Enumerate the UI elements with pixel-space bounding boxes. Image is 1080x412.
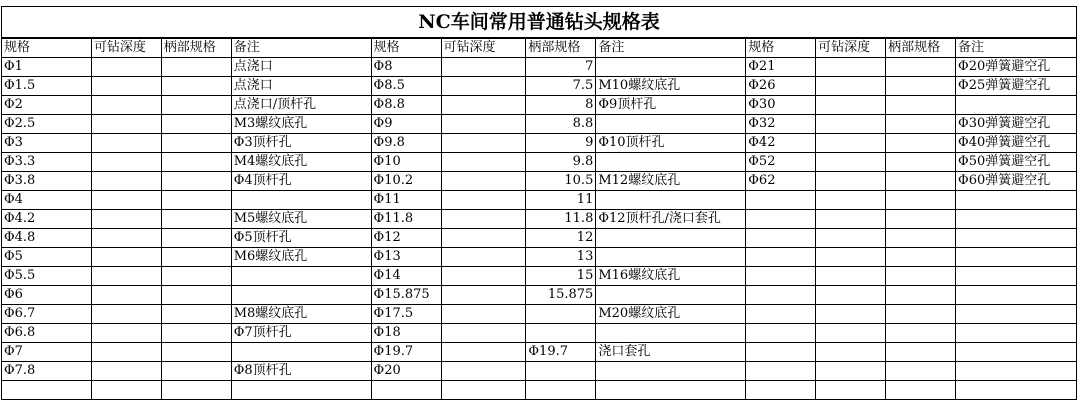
- table-cell: [161, 267, 231, 286]
- table-cell: [956, 286, 1077, 305]
- table-cell: [596, 229, 746, 248]
- table-cell: [746, 248, 816, 267]
- table-cell: [161, 324, 231, 343]
- table-row: [2, 229, 1077, 248]
- table-cell: [161, 210, 231, 229]
- table-cell: [816, 343, 886, 362]
- table-cell: Φ9: [371, 115, 441, 134]
- table-cell: [441, 134, 526, 153]
- table-cell: [956, 362, 1077, 381]
- table-cell: [161, 381, 231, 400]
- column-header: 柄部规格: [526, 39, 596, 58]
- table-cell: 点浇口: [231, 58, 371, 77]
- table-cell: Φ19.7: [371, 343, 441, 362]
- table-cell: [596, 248, 746, 267]
- table-cell: [596, 362, 746, 381]
- table-cell: Φ62: [746, 172, 816, 191]
- table-cell: [161, 115, 231, 134]
- table-cell: Φ8顶杆孔: [231, 362, 371, 381]
- table-cell: [596, 286, 746, 305]
- table-cell: Φ8.5: [371, 77, 441, 96]
- table-cell: [816, 210, 886, 229]
- table-cell: Φ5: [2, 248, 92, 267]
- table-cell: [441, 305, 526, 324]
- table-cell: Φ10: [371, 153, 441, 172]
- table-row: [2, 191, 1077, 210]
- table-cell: [441, 286, 526, 305]
- table-cell: [746, 229, 816, 248]
- table-cell: [161, 248, 231, 267]
- table-cell: [161, 305, 231, 324]
- column-header: 规格: [371, 39, 441, 58]
- table-cell: M3螺纹底孔: [231, 115, 371, 134]
- table-cell: [886, 229, 956, 248]
- table-cell: Φ2.5: [2, 115, 92, 134]
- table-cell: [886, 153, 956, 172]
- table-cell: Φ4顶杆孔: [231, 172, 371, 191]
- table-cell: [816, 381, 886, 400]
- column-header: 可钻深度: [91, 39, 161, 58]
- table-row: [2, 286, 1077, 305]
- table-cell: Φ26: [746, 77, 816, 96]
- table-cell: 13: [526, 248, 596, 267]
- table-cell: [161, 362, 231, 381]
- table-cell: [816, 362, 886, 381]
- table-cell: [441, 248, 526, 267]
- table-cell: Φ4: [2, 191, 92, 210]
- table-cell: [886, 267, 956, 286]
- table-cell: [596, 191, 746, 210]
- table-cell: 9: [526, 134, 596, 153]
- table-cell: M10螺纹底孔: [596, 77, 746, 96]
- table-cell: [816, 172, 886, 191]
- table-cell: M20螺纹底孔: [596, 305, 746, 324]
- column-header: 可钻深度: [816, 39, 886, 58]
- table-cell: Φ15.875: [371, 286, 441, 305]
- table-cell: [886, 248, 956, 267]
- table-cell: Φ14: [371, 267, 441, 286]
- table-cell: [746, 324, 816, 343]
- table-cell: [2, 381, 92, 400]
- table-cell: [816, 305, 886, 324]
- table-cell: [441, 229, 526, 248]
- table-cell: [886, 362, 956, 381]
- table-cell: Φ8.8: [371, 96, 441, 115]
- table-cell: [816, 286, 886, 305]
- table-cell: [231, 343, 371, 362]
- table-row: [2, 172, 1077, 191]
- table-cell: Φ25弹簧避空孔: [956, 77, 1077, 96]
- table-cell: M5螺纹底孔: [231, 210, 371, 229]
- table-cell: [441, 362, 526, 381]
- column-header: 规格: [2, 39, 92, 58]
- table-cell: Φ12: [371, 229, 441, 248]
- table-cell: [91, 305, 161, 324]
- table-cell: [886, 324, 956, 343]
- table-cell: [746, 343, 816, 362]
- table-cell: [91, 115, 161, 134]
- table-cell: [816, 115, 886, 134]
- table-cell: [161, 229, 231, 248]
- table-row: [2, 134, 1077, 153]
- table-cell: [746, 191, 816, 210]
- table-cell: Φ5.5: [2, 267, 92, 286]
- table-cell: Φ3.3: [2, 153, 92, 172]
- table-cell: [746, 267, 816, 286]
- table-cell: Φ17.5: [371, 305, 441, 324]
- table-cell: Φ7.8: [2, 362, 92, 381]
- table-cell: [886, 115, 956, 134]
- table-row: [2, 153, 1077, 172]
- table-cell: Φ7: [2, 343, 92, 362]
- table-cell: [746, 210, 816, 229]
- table-cell: [91, 58, 161, 77]
- table-cell: [956, 191, 1077, 210]
- table-cell: 11.8: [526, 210, 596, 229]
- table-cell: [526, 362, 596, 381]
- table-cell: [161, 134, 231, 153]
- table-cell: Φ9顶杆孔: [596, 96, 746, 115]
- table-cell: Φ6.7: [2, 305, 92, 324]
- column-header: 备注: [956, 39, 1077, 58]
- table-cell: Φ12顶杆孔/浇口套孔: [596, 210, 746, 229]
- table-cell: [886, 191, 956, 210]
- table-cell: Φ3顶杆孔: [231, 134, 371, 153]
- table-cell: [886, 77, 956, 96]
- table-cell: [231, 267, 371, 286]
- table-cell: [91, 210, 161, 229]
- table-cell: Φ3.8: [2, 172, 92, 191]
- table-cell: Φ4.8: [2, 229, 92, 248]
- table-cell: [441, 77, 526, 96]
- table-cell: [816, 324, 886, 343]
- table-cell: Φ11.8: [371, 210, 441, 229]
- table-cell: 点浇口: [231, 77, 371, 96]
- table-cell: Φ5顶杆孔: [231, 229, 371, 248]
- table-cell: [886, 172, 956, 191]
- table-cell: [956, 229, 1077, 248]
- table-cell: [886, 286, 956, 305]
- table-cell: [886, 305, 956, 324]
- table-cell: [746, 305, 816, 324]
- table-cell: [886, 210, 956, 229]
- column-header: 柄部规格: [886, 39, 956, 58]
- table-row: [2, 362, 1077, 381]
- table-cell: M4螺纹底孔: [231, 153, 371, 172]
- table-cell: [746, 286, 816, 305]
- drill-spec-table: [1, 38, 1077, 400]
- table-cell: [816, 77, 886, 96]
- table-cell: [161, 153, 231, 172]
- table-row: [2, 343, 1077, 362]
- table-cell: [886, 96, 956, 115]
- header-row: [2, 39, 1077, 58]
- table-cell: Φ4.2: [2, 210, 92, 229]
- table-cell: [526, 305, 596, 324]
- table-cell: [886, 134, 956, 153]
- table-cell: [956, 305, 1077, 324]
- table-cell: M8螺纹底孔: [231, 305, 371, 324]
- sheet-title: NC车间常用普通钻头规格表: [1, 6, 1077, 38]
- table-cell: [441, 96, 526, 115]
- table-cell: [91, 286, 161, 305]
- table-cell: Φ19.7: [526, 343, 596, 362]
- table-cell: [526, 324, 596, 343]
- table-cell: Φ6.8: [2, 324, 92, 343]
- table-cell: M16螺纹底孔: [596, 267, 746, 286]
- column-header: 备注: [596, 39, 746, 58]
- table-cell: Φ30弹簧避空孔: [956, 115, 1077, 134]
- table-cell: [596, 153, 746, 172]
- table-cell: [161, 343, 231, 362]
- table-cell: 9.8: [526, 153, 596, 172]
- table-cell: [526, 381, 596, 400]
- table-cell: 8: [526, 96, 596, 115]
- table-cell: [956, 248, 1077, 267]
- table-cell: [956, 210, 1077, 229]
- table-cell: [956, 267, 1077, 286]
- table-cell: Φ1.5: [2, 77, 92, 96]
- table-cell: [816, 134, 886, 153]
- spec-sheet: [1, 6, 1077, 410]
- table-cell: 浇口套孔: [596, 343, 746, 362]
- table-cell: Φ20: [371, 362, 441, 381]
- table-cell: [596, 324, 746, 343]
- table-cell: [886, 58, 956, 77]
- table-cell: [816, 58, 886, 77]
- table-cell: [91, 324, 161, 343]
- table-cell: [596, 58, 746, 77]
- table-cell: Φ6: [2, 286, 92, 305]
- table-row: [2, 115, 1077, 134]
- column-header: 规格: [746, 39, 816, 58]
- table-cell: Φ40弹簧避空孔: [956, 134, 1077, 153]
- table-cell: Φ9.8: [371, 134, 441, 153]
- table-cell: 7.5: [526, 77, 596, 96]
- table-cell: [91, 381, 161, 400]
- table-cell: Φ60弹簧避空孔: [956, 172, 1077, 191]
- table-cell: [91, 248, 161, 267]
- table-cell: [161, 58, 231, 77]
- table-cell: [91, 343, 161, 362]
- table-row: [2, 305, 1077, 324]
- table-cell: [371, 381, 441, 400]
- table-cell: 点浇口/顶杆孔: [231, 96, 371, 115]
- table-cell: Φ1: [2, 58, 92, 77]
- table-cell: [441, 267, 526, 286]
- table-cell: [91, 267, 161, 286]
- table-cell: Φ13: [371, 248, 441, 267]
- table-row: [2, 381, 1077, 400]
- table-cell: Φ10.2: [371, 172, 441, 191]
- table-cell: [161, 172, 231, 191]
- table-cell: [441, 58, 526, 77]
- table-cell: [886, 381, 956, 400]
- table-cell: [886, 343, 956, 362]
- table-cell: 8.8: [526, 115, 596, 134]
- table-row: [2, 267, 1077, 286]
- table-cell: Φ30: [746, 96, 816, 115]
- table-cell: Φ3: [2, 134, 92, 153]
- table-cell: [956, 96, 1077, 115]
- column-header: 柄部规格: [161, 39, 231, 58]
- table-cell: 15: [526, 267, 596, 286]
- table-cell: Φ8: [371, 58, 441, 77]
- table-cell: Φ7顶杆孔: [231, 324, 371, 343]
- table-cell: [816, 248, 886, 267]
- table-cell: [746, 381, 816, 400]
- table-cell: [816, 267, 886, 286]
- table-cell: [91, 77, 161, 96]
- table-cell: [441, 153, 526, 172]
- table-cell: [91, 229, 161, 248]
- column-header: 备注: [231, 39, 371, 58]
- table-cell: [816, 191, 886, 210]
- table-row: [2, 58, 1077, 77]
- table-cell: [956, 343, 1077, 362]
- table-cell: Φ18: [371, 324, 441, 343]
- table-cell: M12螺纹底孔: [596, 172, 746, 191]
- table-cell: Φ10顶杆孔: [596, 134, 746, 153]
- table-cell: [816, 96, 886, 115]
- table-cell: [91, 153, 161, 172]
- table-cell: [441, 172, 526, 191]
- table-cell: Φ2: [2, 96, 92, 115]
- table-row: [2, 77, 1077, 96]
- table-cell: 15.875: [526, 286, 596, 305]
- table-row: [2, 96, 1077, 115]
- table-cell: 10.5: [526, 172, 596, 191]
- table-cell: [441, 343, 526, 362]
- table-cell: [91, 362, 161, 381]
- table-cell: [91, 191, 161, 210]
- table-cell: Φ52: [746, 153, 816, 172]
- table-cell: [161, 191, 231, 210]
- table-cell: [441, 191, 526, 210]
- table-cell: [816, 153, 886, 172]
- table-cell: [956, 324, 1077, 343]
- table-cell: [161, 96, 231, 115]
- table-cell: Φ11: [371, 191, 441, 210]
- table-row: [2, 248, 1077, 267]
- table-row: [2, 324, 1077, 343]
- table-cell: [91, 96, 161, 115]
- table-cell: [596, 115, 746, 134]
- table-cell: [231, 191, 371, 210]
- table-cell: [441, 210, 526, 229]
- table-cell: [231, 381, 371, 400]
- column-header: 可钻深度: [441, 39, 526, 58]
- table-cell: [441, 115, 526, 134]
- table-cell: [441, 324, 526, 343]
- table-cell: [596, 381, 746, 400]
- table-cell: [161, 77, 231, 96]
- table-cell: Φ20弹簧避空孔: [956, 58, 1077, 77]
- table-cell: [956, 381, 1077, 400]
- table-cell: 11: [526, 191, 596, 210]
- table-cell: Φ50弹簧避空孔: [956, 153, 1077, 172]
- table-cell: [161, 286, 231, 305]
- table-cell: M6螺纹底孔: [231, 248, 371, 267]
- table-cell: Φ32: [746, 115, 816, 134]
- table-row: [2, 210, 1077, 229]
- table-cell: [746, 362, 816, 381]
- table-cell: Φ21: [746, 58, 816, 77]
- table-cell: [231, 286, 371, 305]
- table-cell: Φ42: [746, 134, 816, 153]
- table-cell: 7: [526, 58, 596, 77]
- table-cell: [441, 381, 526, 400]
- table-cell: [816, 229, 886, 248]
- table-cell: 12: [526, 229, 596, 248]
- table-cell: [91, 134, 161, 153]
- table-cell: [91, 172, 161, 191]
